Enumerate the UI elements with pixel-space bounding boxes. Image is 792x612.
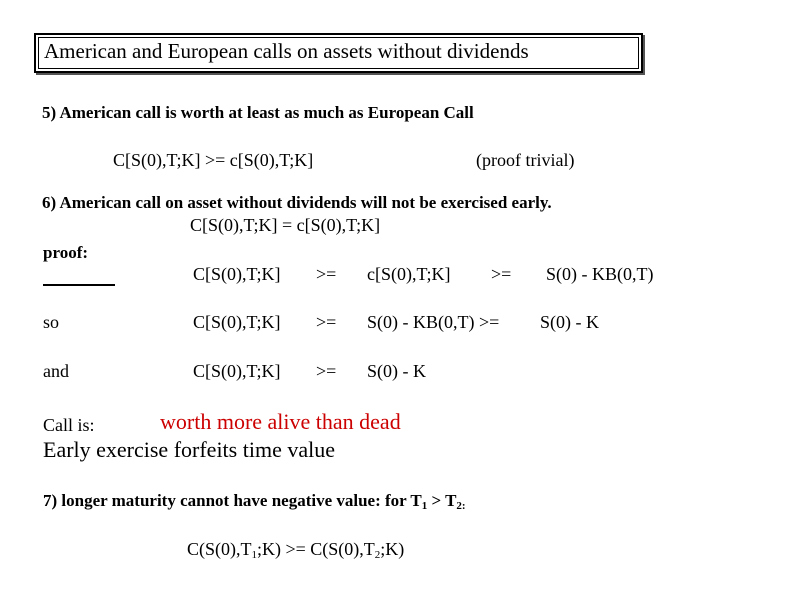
call-is-red-statement: worth more alive than dead (160, 409, 401, 434)
item7-sub1: 1 (421, 500, 428, 512)
item7-formula (187, 539, 404, 561)
item5-formula: C[S(0),T;K] >= c[S(0),T;K] (113, 150, 314, 170)
item6-statement: 6) American call on asset without dividends will not be exercised early. (42, 193, 552, 212)
item7-formula-b: ;K) >= C(S(0),T (257, 539, 375, 559)
slide-title: American and European calls on assets without dividends (44, 39, 529, 63)
item7-formula-a: C(S(0),T (187, 539, 252, 559)
item7-statement (43, 491, 466, 512)
proof-label: proof: (43, 243, 89, 262)
proof-row2-rhs: S(0) - K (540, 312, 599, 332)
proof-row3-lead: and (43, 361, 69, 381)
proof-row2-lead: so (43, 312, 60, 332)
call-is-label: Call is: (43, 415, 95, 435)
proof-row2-lhs: C[S(0),T;K] (193, 312, 281, 332)
proof-row2-mid: S(0) - KB(0,T) >= (367, 312, 500, 332)
title-box (34, 33, 643, 73)
proof-row1-op2: >= (491, 264, 512, 284)
proof-row1-op1: >= (316, 264, 337, 284)
proof-row1-lhs: C[S(0),T;K] (193, 264, 281, 284)
item7-formula-sub1: 1 (251, 549, 257, 561)
item7-formula-sub2: 2 (374, 549, 381, 561)
item7-text-a: 7) longer maturity cannot have negative value: for T (43, 491, 422, 510)
proof-row1-rhs: S(0) - KB(0,T) (546, 264, 654, 284)
item7-sub2: 2: (456, 500, 466, 512)
proof-row2-op1: >= (316, 312, 337, 332)
proof-row3-op1: >= (316, 361, 337, 381)
item5-statement: 5) American call is worth at least as much as European Call (42, 103, 474, 122)
item6-formula: C[S(0),T;K] = c[S(0),T;K] (190, 215, 381, 235)
proof-row1-mid: c[S(0),T;K] (367, 264, 451, 284)
proof-row3-mid: S(0) - K (367, 361, 426, 381)
item7-formula-c: ;K) (380, 539, 405, 559)
early-exercise-statement: Early exercise forfeits time value (43, 437, 335, 462)
proof-row3-lhs: C[S(0),T;K] (193, 361, 281, 381)
item7-text-b: > T (427, 491, 457, 510)
item5-note: (proof trivial) (476, 150, 575, 170)
proof-underline-blank (43, 284, 115, 286)
